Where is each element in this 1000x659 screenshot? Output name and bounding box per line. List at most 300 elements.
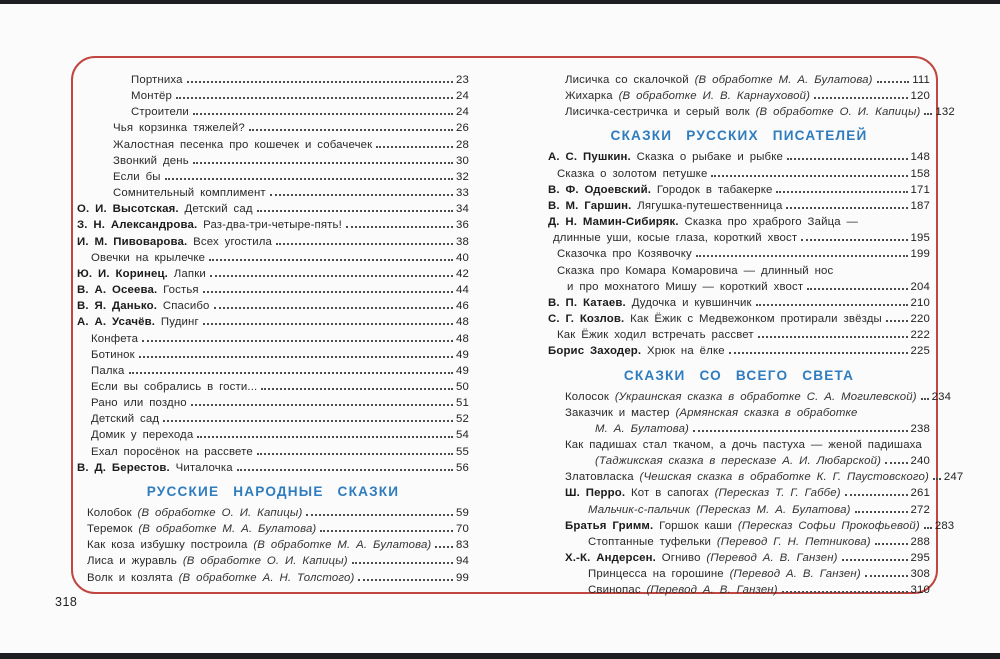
- entry-note: (Перевод А. В. Ганзен): [729, 568, 861, 581]
- leader-dots: [197, 436, 453, 438]
- entry-note: (Перевод А. В. Ганзен): [646, 584, 778, 597]
- entry-page-number: 310: [910, 584, 930, 597]
- toc-entry: [77, 444, 469, 460]
- entry-page-number: 195: [910, 232, 930, 245]
- entry-page-number: 83: [456, 539, 469, 552]
- entry-page-number: 51: [456, 397, 469, 410]
- entry-text: [77, 217, 342, 233]
- entry-text: [565, 469, 929, 485]
- leader-dots: [435, 546, 453, 548]
- entry-page-number: 42: [456, 267, 469, 280]
- leader-dots: [257, 210, 453, 212]
- toc-entry: [77, 217, 469, 233]
- leader-dots: [855, 511, 908, 513]
- entry-note: (В обработке М. А. Булатова): [694, 74, 873, 86]
- toc-entry: [77, 379, 469, 395]
- entry-note: (В обработке О. И. Капицы): [137, 506, 303, 519]
- entry-page-number: 48: [456, 332, 469, 345]
- entry-text: [91, 250, 205, 266]
- entry-text: [131, 88, 172, 104]
- entry-text: [567, 279, 803, 295]
- leader-dots: [875, 543, 908, 545]
- entry-title: Сказка о золотом петушке: [557, 167, 708, 180]
- toc-entry: [77, 104, 469, 120]
- leader-dots: [776, 191, 907, 193]
- entry-text: [91, 331, 138, 347]
- entry-title: и про мохнатого Мишу — короткий хвост: [567, 280, 804, 293]
- entry-title: Как Ёжик с Медвежонком протирали звёзды: [630, 313, 882, 326]
- entry-page-number: 225: [910, 345, 930, 358]
- leader-dots: [865, 575, 908, 577]
- leader-dots: [176, 97, 453, 99]
- entry-title: Стоптанные туфельки: [588, 535, 717, 548]
- toc-entry: [77, 427, 469, 443]
- leader-dots: [358, 579, 453, 581]
- leader-dots: [306, 514, 453, 516]
- leader-dots: [729, 352, 908, 354]
- entry-page-number: 111: [912, 74, 930, 86]
- leader-dots: [210, 275, 453, 277]
- entry-title: Огниво: [661, 552, 707, 565]
- entry-text: [565, 72, 873, 88]
- entry-text: [87, 553, 348, 569]
- entry-text: [565, 518, 920, 534]
- entry-title: Чья корзинка тяжелей?: [113, 122, 245, 135]
- leader-dots: [814, 97, 907, 99]
- leader-dots: [346, 226, 453, 228]
- leader-dots: [693, 430, 908, 432]
- leader-dots: [886, 320, 908, 322]
- entry-title: Как падишах стал ткачом, а дочь пастуха — женой падишаха: [565, 438, 922, 451]
- leader-dots: [191, 404, 453, 406]
- entry-page-number: 59: [456, 506, 469, 519]
- entry-page-number: 210: [910, 296, 930, 309]
- entry-title: Если бы: [113, 170, 161, 183]
- entry-title: Ехал поросёнок на рассвете: [91, 445, 253, 458]
- entry-page-number: 33: [456, 187, 469, 200]
- entry-text: [565, 485, 841, 501]
- entry-text: [91, 379, 257, 395]
- leader-dots: [187, 81, 453, 83]
- entry-page-number: 132: [935, 106, 955, 119]
- entry-author: А. А. Усачёв.: [77, 316, 161, 329]
- entry-page-number: 28: [456, 138, 469, 151]
- entry-page-number: 49: [456, 364, 469, 377]
- toc-entry: [77, 72, 469, 88]
- entry-title: Ботинок: [91, 348, 135, 361]
- leader-dots: [885, 462, 907, 464]
- toc-entry: [548, 343, 930, 359]
- toc-column-right: [548, 72, 964, 597]
- entry-page-number: 30: [456, 154, 469, 167]
- entry-author: В. А. Осеева.: [77, 284, 164, 297]
- toc-entry: [77, 234, 469, 250]
- entry-title: Городок в табакерке: [656, 183, 773, 196]
- entry-page-number: 272: [910, 503, 930, 516]
- leader-dots: [193, 113, 453, 115]
- leader-dots: [696, 255, 908, 257]
- leader-dots: [877, 81, 910, 83]
- leader-dots: [924, 527, 932, 529]
- toc-entry: [548, 327, 930, 343]
- entry-text: [113, 120, 245, 136]
- entry-page-number: 99: [456, 571, 469, 584]
- toc-entry: [548, 518, 955, 534]
- entry-text: [548, 343, 725, 359]
- toc-entry: [77, 570, 469, 586]
- entry-title: Звонкий день: [113, 154, 189, 167]
- entry-title: Если вы собрались в гости...: [91, 380, 258, 393]
- section-heading: СКАЗКИ РУССКИХ ПИСАТЕЛЕЙ: [610, 128, 868, 144]
- leader-dots: [921, 398, 929, 400]
- section-heading: СКАЗКИ СО ВСЕГО СВЕТА: [623, 367, 855, 383]
- entry-text: [588, 502, 851, 518]
- entry-page-number: 56: [456, 461, 469, 474]
- toc-entry: [77, 411, 469, 427]
- entry-page-number: 204: [910, 280, 930, 293]
- entry-page-number: 148: [910, 151, 930, 164]
- entry-title: Колобок: [87, 506, 138, 519]
- entry-page-number: 24: [456, 90, 469, 103]
- entry-text: [77, 234, 272, 250]
- entry-page-number: 24: [456, 106, 469, 119]
- entry-note: Мальчик-с-пальчик (Пересказ М. А. Булатова): [588, 503, 851, 516]
- table-of-contents-frame: [71, 56, 964, 597]
- entry-text: [595, 453, 881, 469]
- entry-text: [548, 311, 882, 327]
- entry-text: [595, 421, 689, 437]
- entry-text: [557, 246, 692, 262]
- entry-title: Детский сад: [91, 413, 160, 426]
- entry-author: В. Д. Берестов.: [77, 461, 176, 474]
- leader-dots: [257, 453, 453, 455]
- entry-page-number: 38: [456, 235, 469, 248]
- entry-text: [548, 214, 858, 230]
- leader-dots: [711, 175, 907, 177]
- toc-entry: [77, 298, 469, 314]
- entry-note: (Перевод Г. Н. Петникова): [716, 535, 871, 548]
- leader-dots: [139, 356, 453, 358]
- entry-note: (Перевод А. В. Ганзен): [706, 552, 838, 565]
- leader-dots: [142, 340, 453, 342]
- leader-dots: [214, 307, 453, 309]
- entry-title: длинные уши, косые глаза, короткий хвост: [553, 232, 798, 245]
- entry-title: Лягушка-путешественница: [637, 199, 783, 212]
- entry-title: Рано или поздно: [91, 397, 187, 410]
- entry-page-number: 288: [910, 535, 930, 548]
- entry-text: [131, 104, 189, 120]
- leader-dots: [807, 288, 907, 290]
- entry-page-number: 48: [456, 316, 469, 329]
- entry-page-number: 187: [910, 199, 930, 212]
- entry-author: Братья Гримм.: [565, 519, 660, 532]
- entry-title: Сказка про Комара Комаровича — длинный нос: [557, 264, 834, 277]
- entry-author: А. С. Пушкин.: [548, 151, 637, 164]
- entry-title: Палка: [91, 364, 125, 377]
- entry-title: Свинопас: [588, 584, 647, 597]
- entry-page-number: 295: [910, 552, 930, 565]
- entry-text: [87, 537, 431, 553]
- entry-text: [548, 198, 782, 214]
- entry-text: [131, 72, 183, 88]
- leader-dots: [787, 158, 908, 160]
- entry-title: Сказка про храброго Зайца —: [684, 216, 859, 229]
- toc-entry: [548, 72, 930, 88]
- entry-title: Читалочка: [175, 461, 233, 474]
- entry-title: Спасибо: [162, 300, 210, 313]
- entry-page-number: 240: [910, 455, 930, 468]
- entry-text: [87, 521, 316, 537]
- leader-dots: [276, 243, 453, 245]
- toc-entry: [548, 421, 930, 437]
- toc-entry: [548, 149, 930, 165]
- entry-text: [87, 505, 302, 521]
- entry-text: [548, 295, 752, 311]
- entry-title: Детский сад: [184, 203, 253, 216]
- entry-page-number: 40: [456, 251, 469, 264]
- entry-page-number: 55: [456, 445, 469, 458]
- leader-dots: [786, 207, 907, 209]
- entry-title: Лисичка-сестричка и серый волк: [565, 106, 756, 119]
- entry-page-number: 238: [910, 422, 930, 435]
- leader-dots: [261, 388, 453, 390]
- leader-dots: [842, 559, 908, 561]
- entry-text: [91, 363, 125, 379]
- entry-note: (В обработке И. В. Карнауховой): [618, 90, 811, 103]
- entry-title: Овечки на крылечке: [91, 251, 206, 264]
- entry-page-number: 234: [931, 390, 952, 403]
- leader-dots: [845, 494, 908, 496]
- entry-page-number: 308: [910, 568, 930, 581]
- entry-page-number: 70: [456, 523, 469, 536]
- leader-dots: [249, 129, 453, 131]
- page-number: 318: [55, 595, 78, 609]
- leader-dots: [933, 478, 941, 480]
- toc-entry: [77, 185, 469, 201]
- entry-text: [588, 566, 861, 582]
- entry-note: (Чешская сказка в обработке К. Г. Паустовского): [639, 471, 929, 484]
- entry-text: [91, 444, 253, 460]
- entry-note: (В обработке М. А. Булатова): [253, 539, 432, 552]
- entry-text: [553, 230, 797, 246]
- entry-page-number: 120: [910, 90, 930, 103]
- leader-dots: [237, 469, 453, 471]
- entry-author: З. Н. Александрова.: [77, 219, 204, 232]
- entry-author: И. М. Пивоварова.: [77, 235, 194, 248]
- leader-dots: [203, 291, 453, 293]
- entry-title: Дудочка и кувшинчик: [631, 296, 752, 309]
- toc-entry: [548, 88, 930, 104]
- entry-page-number: 94: [456, 555, 469, 568]
- entry-author: С. Г. Козлов.: [548, 313, 631, 326]
- entry-text: [77, 201, 253, 217]
- entry-title: Заказчик и мастер: [565, 406, 676, 419]
- toc-entry: [77, 331, 469, 347]
- entry-page-number: 247: [943, 471, 964, 484]
- entry-text: [548, 149, 783, 165]
- entry-title: Всех угостила: [193, 235, 273, 248]
- entry-page-number: 50: [456, 380, 469, 393]
- toc-entry: [77, 314, 469, 330]
- leader-dots: [376, 146, 453, 148]
- toc-entry: [548, 246, 930, 262]
- leader-dots: [209, 259, 453, 261]
- entry-title: Лапки: [173, 267, 206, 280]
- entry-author: В. М. Гаршин.: [548, 199, 638, 212]
- toc-entry: [77, 201, 469, 217]
- entry-title: Кот в сапогах: [631, 487, 715, 500]
- entry-note: (Украинская сказка в обработке С. А. Могилевской): [614, 390, 917, 403]
- toc-entry: [77, 88, 469, 104]
- entry-note: (В обработке М. А. Булатова): [138, 523, 317, 536]
- leader-dots: [163, 420, 453, 422]
- entry-title: Принцесса на горошине: [588, 568, 730, 581]
- toc-entry: [77, 460, 469, 476]
- entry-text: [588, 534, 871, 550]
- toc-entry: [548, 582, 930, 598]
- entry-text: [113, 137, 372, 153]
- entry-title: Строители: [131, 106, 189, 119]
- entry-text: [113, 169, 161, 185]
- toc-column-left: [77, 72, 469, 592]
- entry-page-number: 283: [934, 519, 955, 532]
- entry-text: [91, 395, 187, 411]
- entry-page-number: 36: [456, 219, 469, 232]
- entry-title: Горшок каши: [659, 519, 738, 532]
- entry-title: Как Ёжик ходил встречать рассвет: [557, 329, 754, 342]
- entry-page-number: 44: [456, 284, 469, 297]
- entry-text: [565, 389, 917, 405]
- entry-author: Борис Заходер.: [548, 345, 648, 358]
- entry-author: Ш. Перро.: [565, 487, 632, 500]
- leader-dots: [756, 304, 908, 306]
- toc-entry: [548, 104, 955, 120]
- toc-entry: [548, 405, 930, 421]
- entry-author: Х.-К. Андерсен.: [565, 552, 662, 565]
- entry-text: [77, 314, 199, 330]
- toc-entry: [548, 485, 930, 501]
- toc-entry: [77, 153, 469, 169]
- leader-dots: [203, 323, 453, 325]
- entry-page-number: 23: [456, 74, 469, 86]
- entry-title: Хрюк на ёлке: [647, 345, 725, 358]
- entry-title: Жихарка: [565, 90, 619, 103]
- entry-text: [91, 347, 135, 363]
- toc-entry: [77, 363, 469, 379]
- toc-entry: [77, 521, 469, 537]
- entry-text: [91, 427, 193, 443]
- toc-entry: [77, 137, 469, 153]
- bottom-letterbox-bar: [0, 653, 1000, 659]
- entry-text: [77, 460, 233, 476]
- toc-entry: [548, 389, 952, 405]
- leader-dots: [270, 194, 453, 196]
- toc-entry: [548, 279, 930, 295]
- entry-title: Теремок: [87, 523, 139, 536]
- entry-note: (В обработке О. И. Капицы): [755, 106, 921, 119]
- toc-entry: [77, 347, 469, 363]
- entry-author: Д. Н. Мамин-Сибиряк.: [548, 216, 685, 229]
- entry-title: Лисичка со скалочкой: [565, 74, 695, 86]
- toc-entry: [77, 282, 469, 298]
- entry-author: В. П. Катаев.: [548, 296, 632, 309]
- entry-page-number: 171: [910, 183, 930, 196]
- toc-entry: [77, 395, 469, 411]
- entry-text: [77, 298, 210, 314]
- entry-text: [565, 88, 810, 104]
- toc-entry: [548, 502, 930, 518]
- entry-title: Домик у перехода: [91, 429, 194, 442]
- entry-title: Гостья: [163, 284, 199, 297]
- toc-entry: [548, 566, 930, 582]
- entry-page-number: 261: [910, 487, 930, 500]
- toc-entry: [548, 550, 930, 566]
- entry-page-number: 49: [456, 348, 469, 361]
- entry-page-number: 26: [456, 122, 469, 135]
- entry-text: [77, 266, 206, 282]
- entry-note: (Таджикская сказка в пересказе А. И. Любарской): [595, 455, 882, 468]
- entry-page-number: 52: [456, 413, 469, 426]
- entry-note: (Пересказ Т. Г. Габбе): [714, 487, 841, 500]
- toc-entry: [77, 250, 469, 266]
- entry-note: (В обработке А. Н. Толстого): [178, 571, 355, 584]
- entry-author: О. И. Высотская.: [77, 203, 185, 216]
- entry-title: Колосок: [565, 390, 615, 403]
- entry-title: Сказочка про Козявочку: [557, 248, 692, 261]
- toc-entry: [548, 198, 930, 214]
- entry-title: Жалостная песенка про кошечек и собачечек: [113, 138, 373, 151]
- leader-dots: [165, 178, 453, 180]
- entry-author: В. Я. Данько.: [77, 300, 163, 313]
- entry-note: (Пересказ Софьи Прокофьевой): [737, 519, 920, 532]
- entry-text: [565, 405, 858, 421]
- entry-text: [557, 166, 707, 182]
- toc-entry: [77, 169, 469, 185]
- leader-dots: [129, 372, 454, 374]
- entry-note: М. А. Булатова): [595, 422, 690, 435]
- entry-title: Конфета: [91, 332, 139, 345]
- toc-entry: [77, 505, 469, 521]
- toc-entry: [548, 263, 930, 279]
- toc-entry: [548, 453, 930, 469]
- entry-title: Сказка о рыбаке и рыбке: [636, 151, 783, 164]
- toc-entry: [548, 311, 930, 327]
- entry-author: В. Ф. Одоевский.: [548, 183, 657, 196]
- entry-text: [113, 185, 266, 201]
- leader-dots: [924, 113, 932, 115]
- toc-entry: [548, 534, 930, 550]
- entry-text: [91, 411, 159, 427]
- entry-title: Монтёр: [131, 90, 173, 103]
- entry-title: Сомнительный комплимент: [113, 187, 266, 200]
- entry-page-number: 222: [910, 329, 930, 342]
- toc-entry: [548, 214, 930, 230]
- entry-text: [87, 570, 354, 586]
- entry-page-number: 32: [456, 170, 469, 183]
- entry-page-number: 158: [910, 167, 930, 180]
- toc-entry: [77, 120, 469, 136]
- entry-text: [588, 582, 778, 598]
- entry-text: [77, 282, 199, 298]
- entry-author: Ю. И. Коринец.: [77, 267, 174, 280]
- leader-dots: [193, 162, 453, 164]
- toc-entry: [548, 230, 930, 246]
- entry-page-number: 199: [910, 248, 930, 261]
- leader-dots: [758, 336, 908, 338]
- leader-dots: [782, 591, 908, 593]
- entry-title: Портниха: [131, 74, 183, 86]
- toc-entry: [548, 469, 964, 485]
